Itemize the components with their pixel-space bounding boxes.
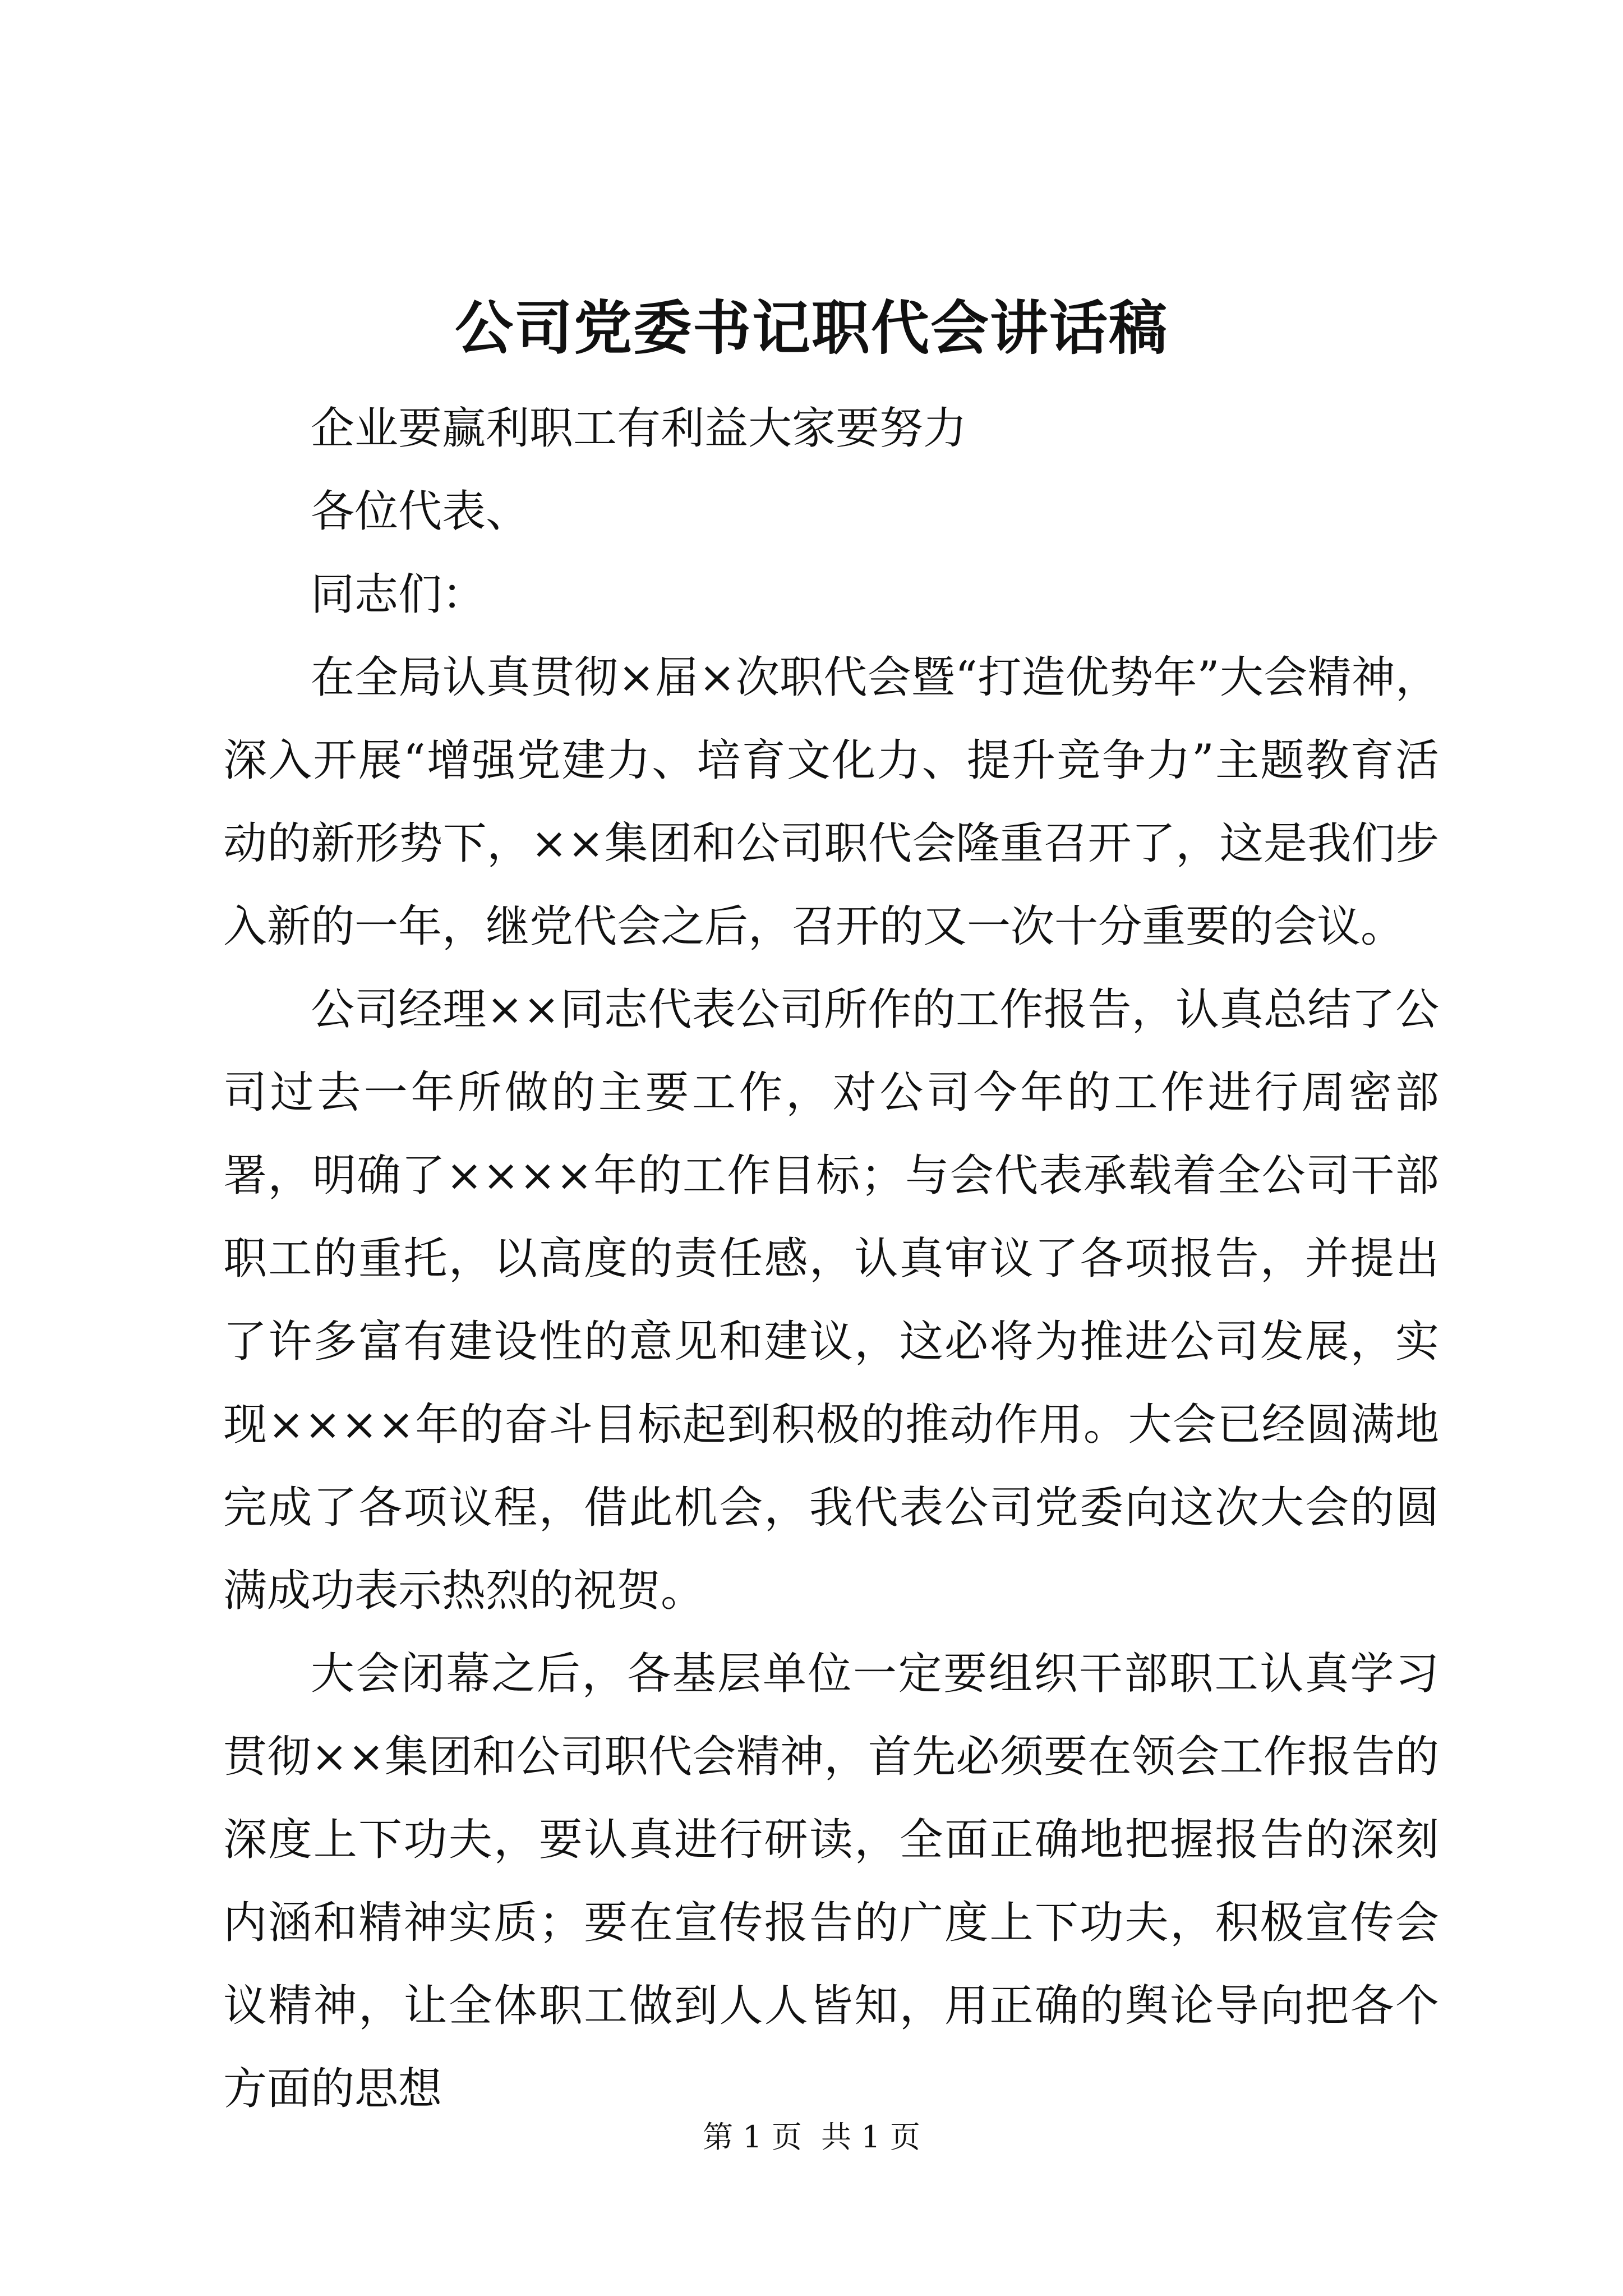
paragraph-subtitle: 企业要赢利职工有利益大家要努力 bbox=[311, 403, 967, 454]
document-title: 公司党委书记职代会讲话稿 bbox=[454, 293, 1168, 362]
page-number-footer: 第 1 页 共 1 页 bbox=[703, 2119, 920, 2155]
paragraph-2: 公司经理××同志代表公司所作的工作报告，认真总结了公司过去一年所做的主要工作，对公司今年的工作进行周密部署，明确了××××年的工作目标；与会代表承载着全公司干部职工的重托，以高度的责任感，认真审议了各项报告，并提出了许多富有建设性的意见和建议，这必将为推进公司发展，实现××××年的奋斗目标起到积极的推动作用。大会已经圆满地完成了各项议程，借此机会，我代表公司党委向这次大会的圆满成功表示热烈的祝贺。 bbox=[223, 984, 1439, 1616]
document-body bbox=[223, 387, 1439, 2131]
paragraph-1: 在全局认真贯彻×届×次职代会暨“打造优势年”大会精神，深入开展“增强党建力、培育文化力、提升竞争力”主题教育活动的新形势下，××集团和公司职代会隆重召开了，这是我们步入新的一年，继党代会之后，召开的又一次十分重要的会议。 bbox=[223, 652, 1439, 952]
paragraph-3: 大会闭幕之后，各基层单位一定要组织干部职工认真学习贯彻××集团和公司职代会精神，首先必须要在领会工作报告的深度上下功夫，要认真进行研读，全面正确地把握报告的深刻内涵和精神实质；要在宣传报告的广度上下功夫，积极宣传会议精神，让全体职工做到人人皆知，用正确的舆论导向把各个方面的思想 bbox=[223, 1649, 1439, 2114]
paragraph-salutation-1: 各位代表、 bbox=[311, 486, 530, 537]
paragraph-salutation-2: 同志们： bbox=[311, 569, 486, 620]
